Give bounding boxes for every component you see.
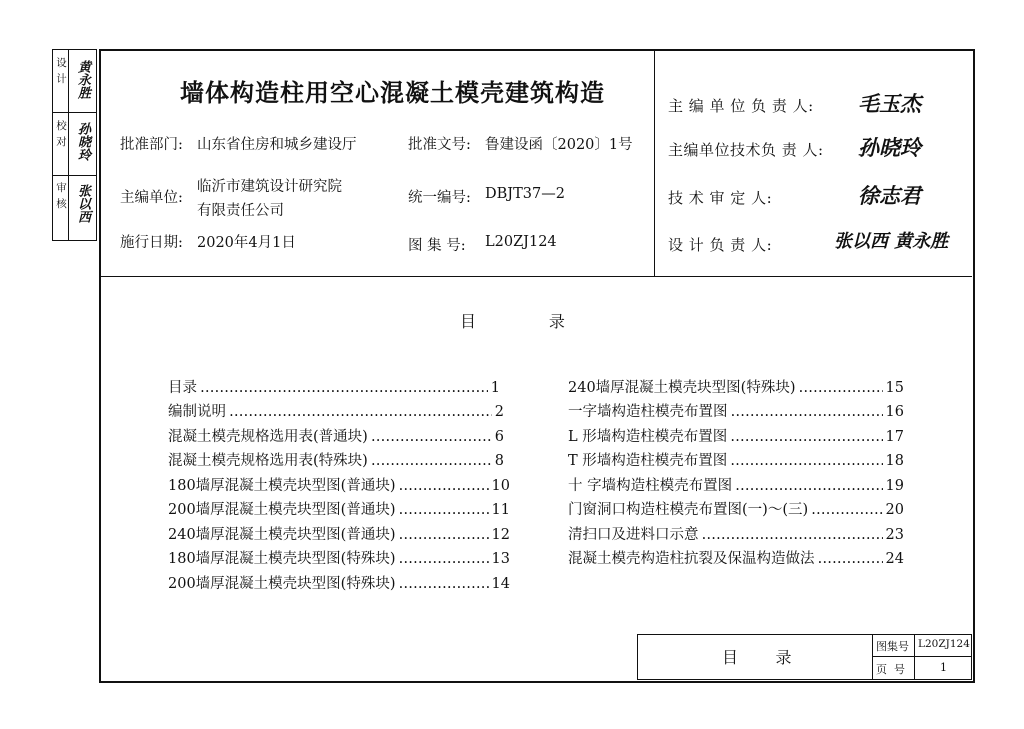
side-signature-1: 黄永胜 bbox=[75, 60, 90, 99]
toc-entry-label: 混凝土模壳规格选用表(普通块) bbox=[168, 429, 368, 445]
toc-entry-label: 清扫口及进料口示意 bbox=[568, 527, 699, 543]
approval-doc-label: 批准文号: bbox=[408, 137, 471, 153]
toc-dot-leader bbox=[799, 377, 883, 399]
toc-entry[interactable] bbox=[168, 426, 504, 448]
toc-dot-leader bbox=[731, 401, 883, 423]
approval-dept-value: 山东省住房和城乡建设厅 bbox=[197, 137, 357, 153]
toc-entry-label: 200墙厚混凝土模壳块型图(特殊块) bbox=[168, 576, 396, 592]
toc-entry[interactable] bbox=[168, 548, 510, 570]
side-signature-3: 张以西 bbox=[75, 184, 90, 223]
toc-entry[interactable] bbox=[568, 524, 904, 546]
signature-tech-chief: 孙晓玲 bbox=[858, 136, 921, 160]
toc-entry-label: 240墙厚混凝土模壳块型图(普通块) bbox=[168, 527, 396, 543]
resp-label-design-lead: 设 计 负 责 人: bbox=[668, 236, 773, 254]
toc-entry-page: 18 bbox=[885, 453, 904, 469]
toc-entry[interactable] bbox=[568, 548, 904, 570]
toc-entry-page: 15 bbox=[885, 380, 904, 396]
side-label-check: 校 对 bbox=[55, 120, 67, 148]
toc-dot-leader bbox=[702, 524, 883, 546]
toc-entry-page: 10 bbox=[491, 478, 510, 494]
toc-entry[interactable] bbox=[168, 499, 510, 521]
toc-entry[interactable] bbox=[568, 450, 904, 472]
toc-dot-leader bbox=[811, 499, 882, 521]
side-label-review: 审 核 bbox=[55, 182, 67, 210]
toc-entry-label: 200墙厚混凝土模壳块型图(普通块) bbox=[168, 502, 396, 518]
header-bottom-rule bbox=[99, 276, 972, 277]
atlas-title: 墙体构造柱用空心混凝土模壳建筑构造 bbox=[180, 78, 605, 107]
toc-entry[interactable] bbox=[168, 573, 510, 595]
toc-entry[interactable] bbox=[168, 377, 500, 399]
toc-entry[interactable] bbox=[568, 401, 904, 423]
toc-dot-leader bbox=[399, 524, 489, 546]
toc-dot-leader bbox=[371, 450, 492, 472]
header-divider bbox=[654, 49, 655, 277]
side-strip-row-line bbox=[52, 175, 97, 176]
toc-entry-page: 20 bbox=[885, 502, 904, 518]
toc-entry-label: 十 字墙构造柱模壳布置图 bbox=[568, 478, 733, 494]
resp-label-tech-chief: 主编单位技术负 责 人: bbox=[668, 141, 824, 159]
toc-entry-page: 19 bbox=[885, 478, 904, 494]
editor-unit-value-line2: 有限责任公司 bbox=[197, 203, 284, 219]
atlas-no-label: 图 集 号: bbox=[408, 238, 466, 254]
signature-design-lead: 张以西 黄永胜 bbox=[834, 231, 949, 252]
toc-dot-leader bbox=[730, 426, 882, 448]
toc-dot-leader bbox=[200, 377, 488, 399]
toc-entry-label: 240墙厚混凝土模壳块型图(特殊块) bbox=[568, 380, 796, 396]
toc-dot-leader bbox=[399, 499, 489, 521]
approval-dept-label: 批准部门: bbox=[120, 137, 183, 153]
toc-entry-label: 门窗洞口构造柱模壳布置图(一)～(三) bbox=[568, 502, 809, 518]
title-block-divider bbox=[872, 634, 873, 680]
page-no-cell-label: 页 号 bbox=[876, 663, 905, 676]
toc-entry-page: 12 bbox=[491, 527, 510, 543]
atlas-no-cell-label: 图集号 bbox=[876, 640, 909, 653]
toc-entry-label: 180墙厚混凝土模壳块型图(特殊块) bbox=[168, 551, 396, 567]
signature-tech-review: 徐志君 bbox=[858, 184, 921, 208]
toc-dot-leader bbox=[399, 475, 489, 497]
signature-chief-unit: 毛玉杰 bbox=[858, 92, 921, 116]
toc-entry-page: 14 bbox=[491, 576, 510, 592]
toc-entry-label: 混凝土模壳规格选用表(特殊块) bbox=[168, 453, 368, 469]
toc-entry-page: 13 bbox=[491, 551, 510, 567]
toc-dot-leader bbox=[371, 426, 492, 448]
toc-entry[interactable] bbox=[568, 426, 904, 448]
toc-heading: 目 录 bbox=[460, 312, 567, 331]
toc-entry[interactable] bbox=[568, 377, 904, 399]
toc-entry-page: 16 bbox=[885, 404, 904, 420]
side-label-design: 设 计 bbox=[55, 57, 67, 85]
toc-entry-page: 24 bbox=[885, 551, 904, 567]
toc-entry[interactable] bbox=[168, 524, 510, 546]
toc-entry[interactable] bbox=[168, 475, 510, 497]
atlas-no-cell-value: L20ZJ124 bbox=[918, 638, 970, 650]
toc-entry-label: 混凝土模壳构造柱抗裂及保温构造做法 bbox=[568, 551, 815, 567]
toc-dot-leader bbox=[818, 548, 883, 570]
toc-entry-page: 11 bbox=[491, 502, 510, 518]
toc-entry-page: 17 bbox=[885, 429, 904, 445]
toc-entry-label: 目录 bbox=[168, 380, 197, 396]
toc-entry-page: 1 bbox=[490, 380, 500, 396]
unified-no-value: DBJT37—2 bbox=[485, 186, 565, 202]
toc-dot-leader bbox=[735, 475, 882, 497]
toc-entry-label: 编制说明 bbox=[168, 404, 226, 420]
toc-dot-leader bbox=[229, 401, 492, 423]
toc-entry-page: 6 bbox=[494, 429, 504, 445]
toc-dot-leader bbox=[399, 573, 489, 595]
editor-unit-label: 主编单位: bbox=[120, 190, 183, 206]
toc-entry[interactable] bbox=[168, 450, 504, 472]
toc-entry[interactable] bbox=[568, 499, 904, 521]
side-signature-2: 孙晓玲 bbox=[75, 122, 90, 161]
resp-label-chief-unit: 主 编 单 位 负 责 人: bbox=[668, 97, 814, 115]
atlas-no-value: L20ZJ124 bbox=[485, 234, 557, 250]
toc-entry-label: L 形墙构造柱模壳布置图 bbox=[568, 429, 728, 445]
toc-entry-page: 8 bbox=[494, 453, 504, 469]
effective-date-value: 2020年4月1日 bbox=[197, 235, 296, 251]
toc-entry-page: 2 bbox=[494, 404, 504, 420]
unified-no-label: 统一编号: bbox=[408, 190, 471, 206]
side-strip-row-line bbox=[52, 112, 97, 113]
toc-entry-page: 23 bbox=[885, 527, 904, 543]
drawing-title: 目 录 bbox=[722, 648, 793, 667]
title-block-row-line bbox=[872, 656, 972, 657]
editor-unit-value-line1: 临沂市建筑设计研究院 bbox=[197, 179, 342, 195]
toc-dot-leader bbox=[730, 450, 882, 472]
page-no-cell-value: 1 bbox=[940, 661, 947, 674]
toc-entry[interactable] bbox=[168, 401, 504, 423]
toc-entry[interactable] bbox=[568, 475, 904, 497]
resp-label-tech-review: 技 术 审 定 人: bbox=[668, 189, 773, 207]
toc-entry-label: T 形墙构造柱模壳布置图 bbox=[568, 453, 728, 469]
toc-entry-label: 180墙厚混凝土模壳块型图(普通块) bbox=[168, 478, 396, 494]
title-block-divider bbox=[914, 634, 915, 680]
effective-date-label: 施行日期: bbox=[120, 235, 183, 251]
approval-doc-value: 鲁建设函〔2020〕1号 bbox=[485, 137, 633, 153]
toc-dot-leader bbox=[399, 548, 489, 570]
toc-entry-label: 一字墙构造柱模壳布置图 bbox=[568, 404, 728, 420]
